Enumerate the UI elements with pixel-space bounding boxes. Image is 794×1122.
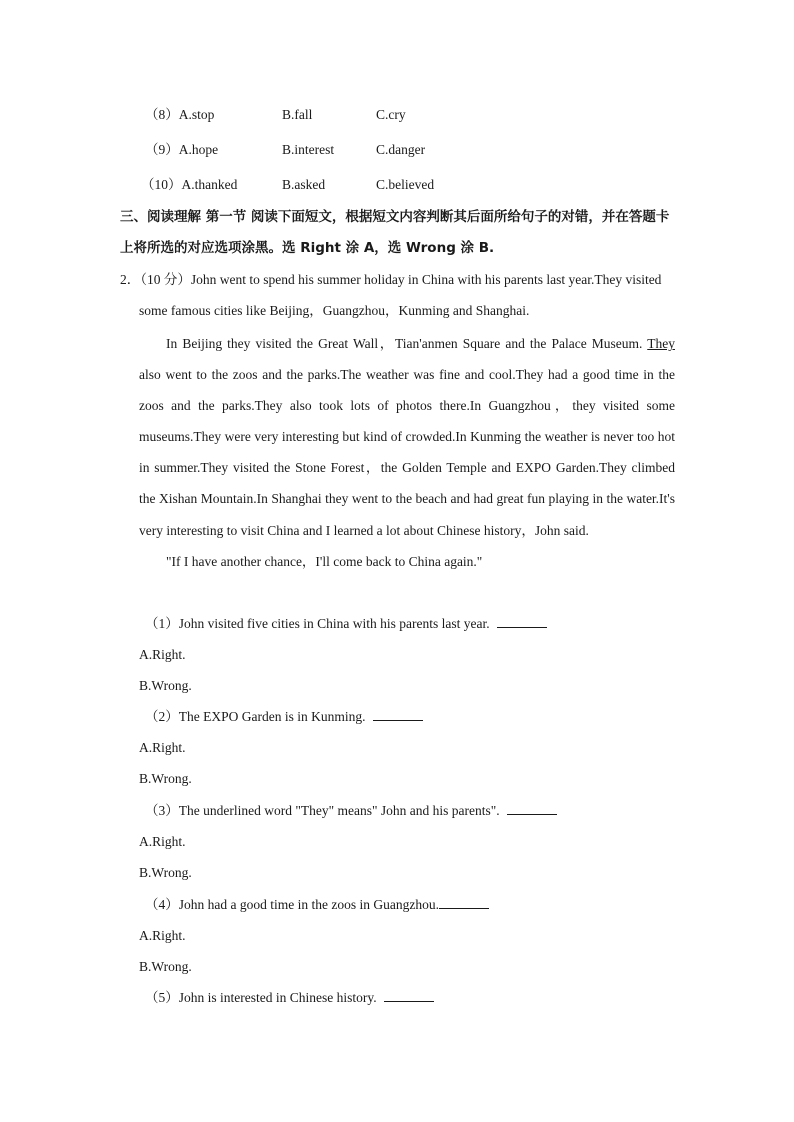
question-number: 2． (120, 272, 141, 287)
option-b[interactable]: B.Wrong. (139, 865, 192, 880)
passage-first-line: John went to spend his summer holiday in China with his parents last year.They visited (190, 272, 662, 287)
answer-blank[interactable] (439, 896, 489, 909)
option-c: C.believed (376, 177, 435, 192)
question-4: （4）John had a good time in the zoos in Guangzhou. (145, 896, 489, 914)
question-score: （10 分） (140, 272, 191, 287)
option-a[interactable]: A.Right. (139, 834, 186, 849)
option-number: （9）A.hope (145, 142, 219, 157)
passage-second-line: some famous cities like Beijing，Guangzhou，Kunming and Shanghai. (139, 303, 530, 318)
option-a[interactable]: A.Right. (139, 740, 186, 755)
underlined-word: They (647, 336, 675, 351)
answer-blank[interactable] (373, 708, 423, 721)
option-c: C.danger (376, 142, 426, 157)
option-b[interactable]: B.Wrong. (139, 771, 192, 786)
section-heading: 三、阅读理解 第一节 阅读下面短文，根据短文内容判断其后面所给句子的对错，并在答题卡上将所选的对应选项涂黑。选 Right 涂 A，选 Wrong 涂 B. (120, 209, 670, 256)
passage-paragraph-2: "If I have another chance，I'll come back to China again." (166, 553, 483, 569)
passage-paragraph-1: In Beijing they visited the Great Wall，Tian'anmen Square and the Palace Museum. They also went to the zoos and the parks.The weather was fine and cool.They had a good time in the zoos and the parks.They also took lots of photos there.In Guangzhou，they visited some museums.They were very interesting but kind of crowded.In Kunming the weather is never too hot in summer.They visited the Stone Forest，the Golden Temple and EXPO Garden.They climbed the Xishan Mountain.In Shanghai they went to the beach and had great fun playing in the water.It's very interesting to visit China and I learned a lot about Chinese history，John said. (139, 336, 675, 538)
option-b: B.interest (282, 142, 335, 157)
option-b[interactable]: B.Wrong. (139, 959, 192, 974)
option-b: B.asked (282, 177, 326, 192)
answer-blank[interactable] (497, 615, 547, 628)
answer-blank[interactable] (384, 989, 434, 1002)
question-1: （1）John visited five cities in China with his parents last year. (145, 615, 547, 633)
question-5: （5）John is interested in Chinese history. (145, 989, 434, 1007)
option-c: C.cry (376, 107, 406, 122)
answer-blank[interactable] (507, 802, 557, 815)
option-b: B.fall (282, 107, 313, 122)
option-b[interactable]: B.Wrong. (139, 678, 192, 693)
question-2: （2）The EXPO Garden is in Kunming. (145, 708, 423, 726)
question-intro (120, 271, 661, 289)
question-3: （3）The underlined word "They" means" John and his parents". (145, 802, 557, 820)
passage-body (139, 328, 675, 577)
option-a[interactable]: A.Right. (139, 928, 186, 943)
option-a[interactable]: A.Right. (139, 647, 186, 662)
option-number: （8）A.stop (145, 107, 215, 122)
option-number: （10）A.thanked (141, 177, 238, 192)
